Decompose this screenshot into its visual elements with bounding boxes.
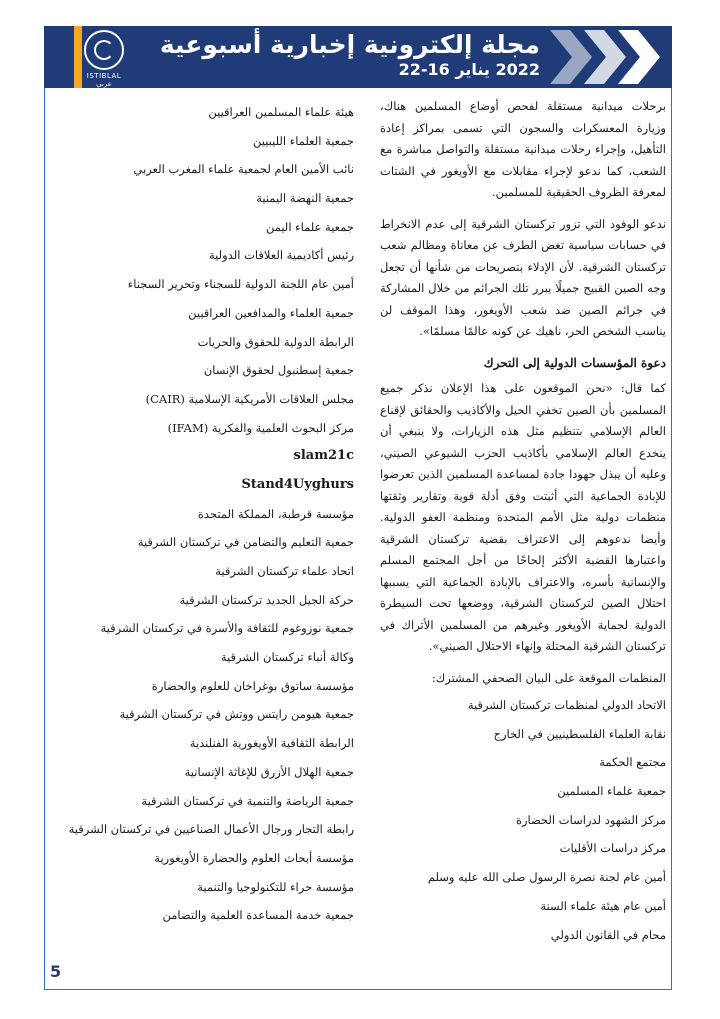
paragraph-3: كما قال: «نحن الموقعون على هذا الإعلان نذكر جميع المسلمين بأن الصين تخفي الحيل والأكاذيب والحقائق لإقناع العالم الإسلامي بتنظيم مثل هذه الزيارات، ولا ينبغي أن ينخدع العالم الإسلامي بأكاذيب الحزب الشيوعي الصيني، وعليه أن يبذل جهودا جادة لمساعدة المسلمين الذين تعرضوا للإبادة الجماعية التي أثبتت وفق أدلة قوية وتقارير وثقتها منظمات دولية مثل الأمم المتحدة ومنظمة العفو الدولية. وأيضا ندعوهم إلى الاعتراف بقضية تركستان الشرقية واعتبارها القضية الأكثر إلحاحًا من أجل المجتمع المسلم والإنسانية بأسره، والاعتراف بالإبادة الجماعية التي يسببها احتلال الصين لتركستان الشرقية، ووضعها تحت السيطرة الدولية لحماية الأويغور وغيرهم من المسلمين الأتراك في تركستان الشرقية المحتلة وإنهاء الاحتلال الصيني». bbox=[380, 381, 666, 653]
list-item: أمين عام هيئة علماء السنة bbox=[540, 898, 666, 913]
list-item: هيئة علماء المسلمين العراقيين bbox=[208, 105, 354, 119]
list-item: جمعية النهضة اليمنية bbox=[256, 191, 354, 206]
list-item: جمعية العلماء الليبيين bbox=[252, 133, 354, 148]
list-item: slam21c bbox=[293, 448, 354, 464]
list-item: جمعية هيومن رايتس ووتش في تركستان الشرقية bbox=[119, 707, 354, 722]
list-item: اتحاد علماء تركستان الشرقية bbox=[215, 564, 354, 578]
section-heading: دعوة المؤسسات الدولية إلى التحرك bbox=[483, 355, 666, 370]
list-item: مجتمع الحكمة bbox=[599, 755, 666, 770]
list-item: جمعية خدمة المساعدة العلمية والتضامن bbox=[162, 908, 354, 923]
list-item: مؤسسة قرطبة، المملكة المتحدة bbox=[197, 506, 354, 521]
list-item: نقابة العلماء الفلسطينيين في الخارج bbox=[493, 726, 666, 741]
magazine-title: مجلة إلكترونية إخبارية أسبوعية bbox=[159, 30, 540, 59]
logo-tag: ISTIBLAL عربي bbox=[86, 72, 122, 88]
chevrons-icon bbox=[548, 30, 666, 84]
list-item: محام في القانون الدولي bbox=[550, 927, 666, 942]
left-column bbox=[62, 98, 354, 930]
list-item: أمين عام لجنة نصرة الرسول صلى الله عليه وسلم bbox=[427, 870, 666, 885]
list-item: الرابطة الثقافية الأويغورية الفنلندية bbox=[189, 736, 354, 751]
list-item: جمعية العلماء والمدافعين العراقيين bbox=[188, 305, 354, 320]
header-band bbox=[44, 26, 672, 88]
list-item: أمين عام اللجنة الدولية للسجناء وتحرير السجناء bbox=[127, 277, 354, 292]
list-item: مركز دراسات الأقليات bbox=[559, 841, 666, 856]
magazine-logo bbox=[78, 30, 130, 88]
list-item: جمعية علماء المسلمين bbox=[557, 784, 666, 799]
list-item: الاتحاد الدولي لمنظمات تركستان الشرقية bbox=[467, 698, 666, 712]
paragraph-1: برحلات ميدانية مستقلة لفحص أوضاع المسلمين هناك، وزيارة المعسكرات والسجون التي تسمى بمراكز إعادة التأهيل، وإجراء رحلات ميدانية مستقلة والتواصل مباشرة مع الشعب، كما ندعو لإجراء مقابلات مع الأويغور في الشتات لمعرفة الظروف الحقيقية للمسلمين. bbox=[380, 99, 666, 199]
list-item: مؤسسة ساتوق بوغراخان للعلوم والحضارة bbox=[151, 678, 354, 693]
list-item: جمعية التعليم والتضامن في تركستان الشرقية bbox=[137, 535, 354, 550]
list-item: جمعية الرياضة والتنمية في تركستان الشرقية bbox=[141, 793, 354, 808]
list-item: وكالة أنباء تركستان الشرقية bbox=[220, 650, 354, 665]
list-item: جمعية نوزوغوم للثقافة والأسرة في تركستان الشرقية bbox=[100, 621, 354, 636]
logo-emblem-icon bbox=[84, 30, 124, 70]
orgs-intro: المنظمات الموقعة على البيان الصحفي المشترك: bbox=[431, 670, 666, 685]
list-item: نائب الأمين العام لجمعية علماء المغرب العربي bbox=[133, 162, 354, 177]
list-item: الرابطة الدولية للحقوق والحريات bbox=[197, 334, 354, 349]
list-item: جمعية إسطنبول لحقوق الإنسان bbox=[203, 363, 354, 378]
issue-date: 2022 يناير 16-22 bbox=[398, 60, 540, 79]
org-list-right bbox=[380, 691, 666, 949]
right-column bbox=[380, 96, 666, 949]
list-item: جمعية الهلال الأزرق للإغاثة الإنسانية bbox=[184, 764, 354, 779]
list-item: مؤسسة أبحاث العلوم والحضارة الأويغورية bbox=[154, 850, 354, 865]
list-item: مركز البحوث العلمية والفكرية (IFAM) bbox=[167, 420, 354, 435]
list-item: مجلس العلاقات الأمريكية الإسلامية (CAIR) bbox=[145, 391, 354, 406]
list-item: حركة الجيل الجديد تركستان الشرقية bbox=[179, 592, 354, 607]
org-list-left bbox=[62, 98, 354, 930]
list-item: Stand4Uyghurs bbox=[241, 476, 354, 492]
list-item: رابطة التجار ورجال الأعمال الصناعيين في تركستان الشرقية bbox=[68, 822, 354, 837]
paragraph-2: ندعو الوفود التي تزور تركستان الشرقية إلى عدم الانخراط في حسابات سياسية تغض الطرف عن معاناة ومظالم شعب تركستان الشرقية. لأن الإدلاء بتصريحات من شأنها أن تجعل وجه الصين القبيح جميلًا يبرر تلك الجرائم من خلال المشاركة في جرائم الصين ضد شعب الأويغور، وهذا الموقف لن يناسب الشخص الحر، ناهيك عن كونه عالمًا مسلمًا». bbox=[380, 216, 666, 338]
page-number: 5 bbox=[50, 962, 62, 981]
list-item: مؤسسة حراء للتكنولوجيا والتنمية bbox=[197, 879, 354, 894]
list-item: رئيس أكاديمية العلاقات الدولية bbox=[209, 248, 354, 263]
list-item: مركز الشهود لدراسات الحضارة bbox=[515, 812, 666, 827]
list-item: جمعية علماء اليمن bbox=[265, 219, 354, 234]
